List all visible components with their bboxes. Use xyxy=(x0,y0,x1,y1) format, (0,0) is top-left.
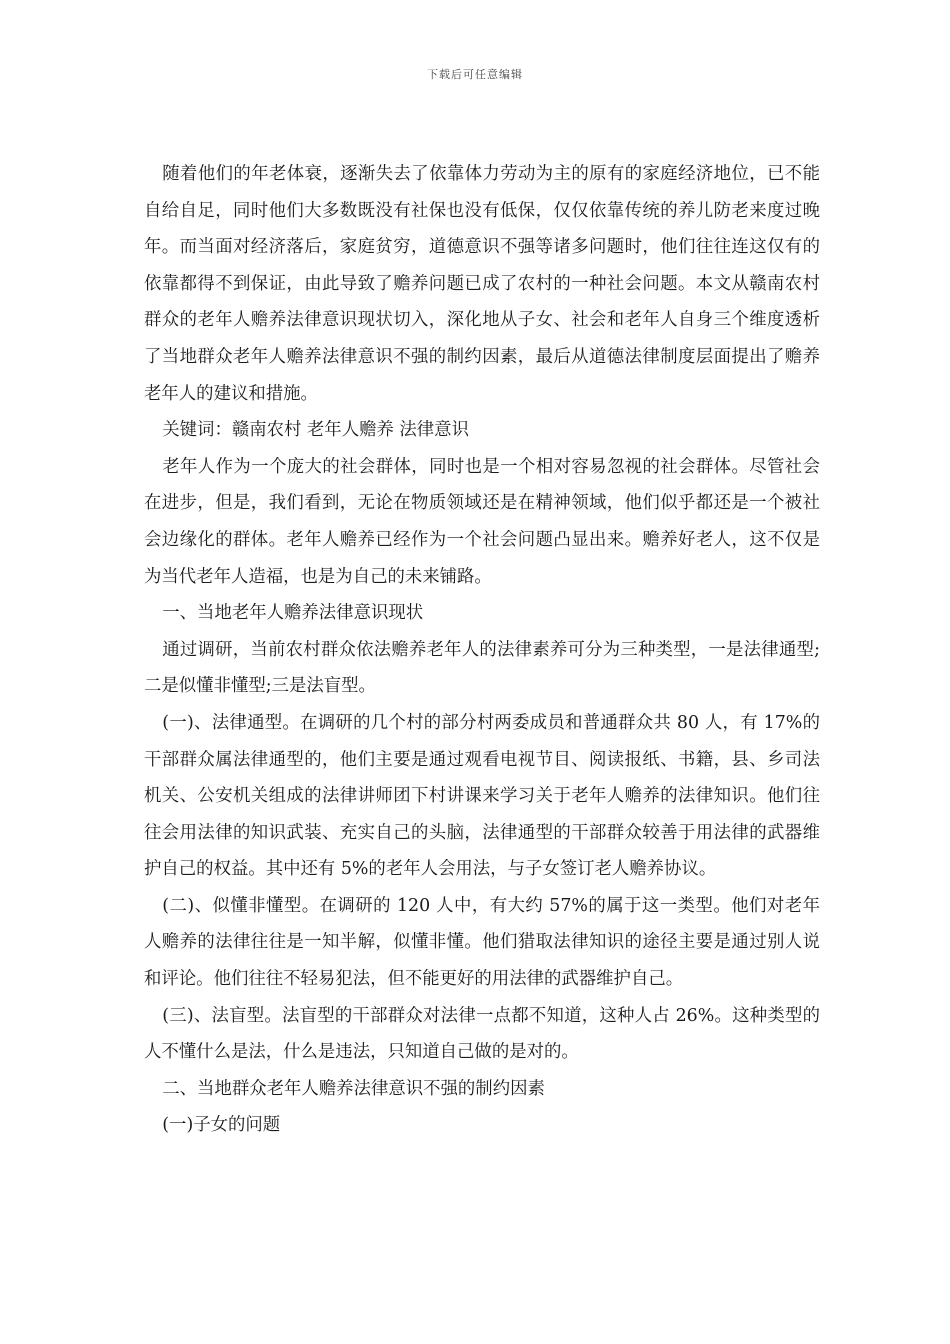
subsection-heading: (一)子女的问题 xyxy=(162,1115,281,1136)
intro-paragraph: 老年人作为一个庞大的社会群体，同时也是一个相对容易忽视的社会群体。尽管社会在进步，但是，我们看到，无论在物质领域还是在精神领域，他们似乎都还是一个被社会边缘化的群体。老年人赡养已经作为一个社会问题凸显出来。赡养好老人，这不仅是为当代老年人造福，也是为自己的未来铺路。 xyxy=(144,456,820,587)
keywords-line: 关键词：赣南农村 老年人赡养 法律意识 xyxy=(162,420,469,441)
section-heading-1: 一、当地老年人赡养法律意识现状 xyxy=(162,603,424,624)
document-body xyxy=(144,156,820,1144)
section-heading-2: 二、当地群众老年人赡养法律意识不强的制约因素 xyxy=(162,1078,545,1099)
type-3-paragraph: (三)、法盲型。法盲型的干部群众对法律一点都不知道，这种人占 26%。这种类型的人不懂什么是法，什么是违法，只知道自己做的是对的。 xyxy=(144,1005,820,1063)
type-2-paragraph: (二)、似懂非懂型。在调研的 120 人中，有大约 57%的属于这一类型。他们对老年人赡养的法律往往是一知半解，似懂非懂。他们猎取法律知识的途径主要是通过别人说和评论。他们往往不轻易犯法，但不能更好的用法律的武器维护自己。 xyxy=(144,895,820,990)
page-header: 下载后可任意编辑 xyxy=(427,68,523,81)
survey-paragraph: 通过调研，当前农村群众依法赡养老年人的法律素养可分为三种类型，一是法律通型;二是似懂非懂型;三是法盲型。 xyxy=(144,639,820,697)
abstract-paragraph: 随着他们的年老体衰，逐渐失去了依靠体力劳动为主的原有的家庭经济地位，已不能自给自足，同时他们大多数既没有社保也没有低保，仅仅依靠传统的养儿防老来度过晚年。而当面对经济落后，家庭贫穷，道德意识不强等诸多问题时，他们往往连这仅有的依靠都得不到保证，由此导致了赡养问题已成了农村的一种社会问题。本文从赣南农村群众的老年人赡养法律意识现状切入，深化地从子女、社会和老年人自身三个维度透析了当地群众老年人赡养法律意识不强的制约因素，最后从道德法律制度层面提出了赡养老年人的建议和措施。 xyxy=(144,164,820,404)
type-1-paragraph: (一)、法律通型。在调研的几个村的部分村两委成员和普通群众共 80 人，有 17%的干部群众属法律通型的，他们主要是通过观看电视节目、阅读报纸、书籍，县、乡司法机关、公安机关组成的法律讲师团下村讲课来学习关于老年人赡养的法律知识。他们往往会用法律的知识武装、充实自己的头脑，法律通型的干部群众较善于用法律的武器维护自己的权益。其中还有 5%的老年人会用法，与子女签订老人赡养协议。 xyxy=(144,712,820,880)
